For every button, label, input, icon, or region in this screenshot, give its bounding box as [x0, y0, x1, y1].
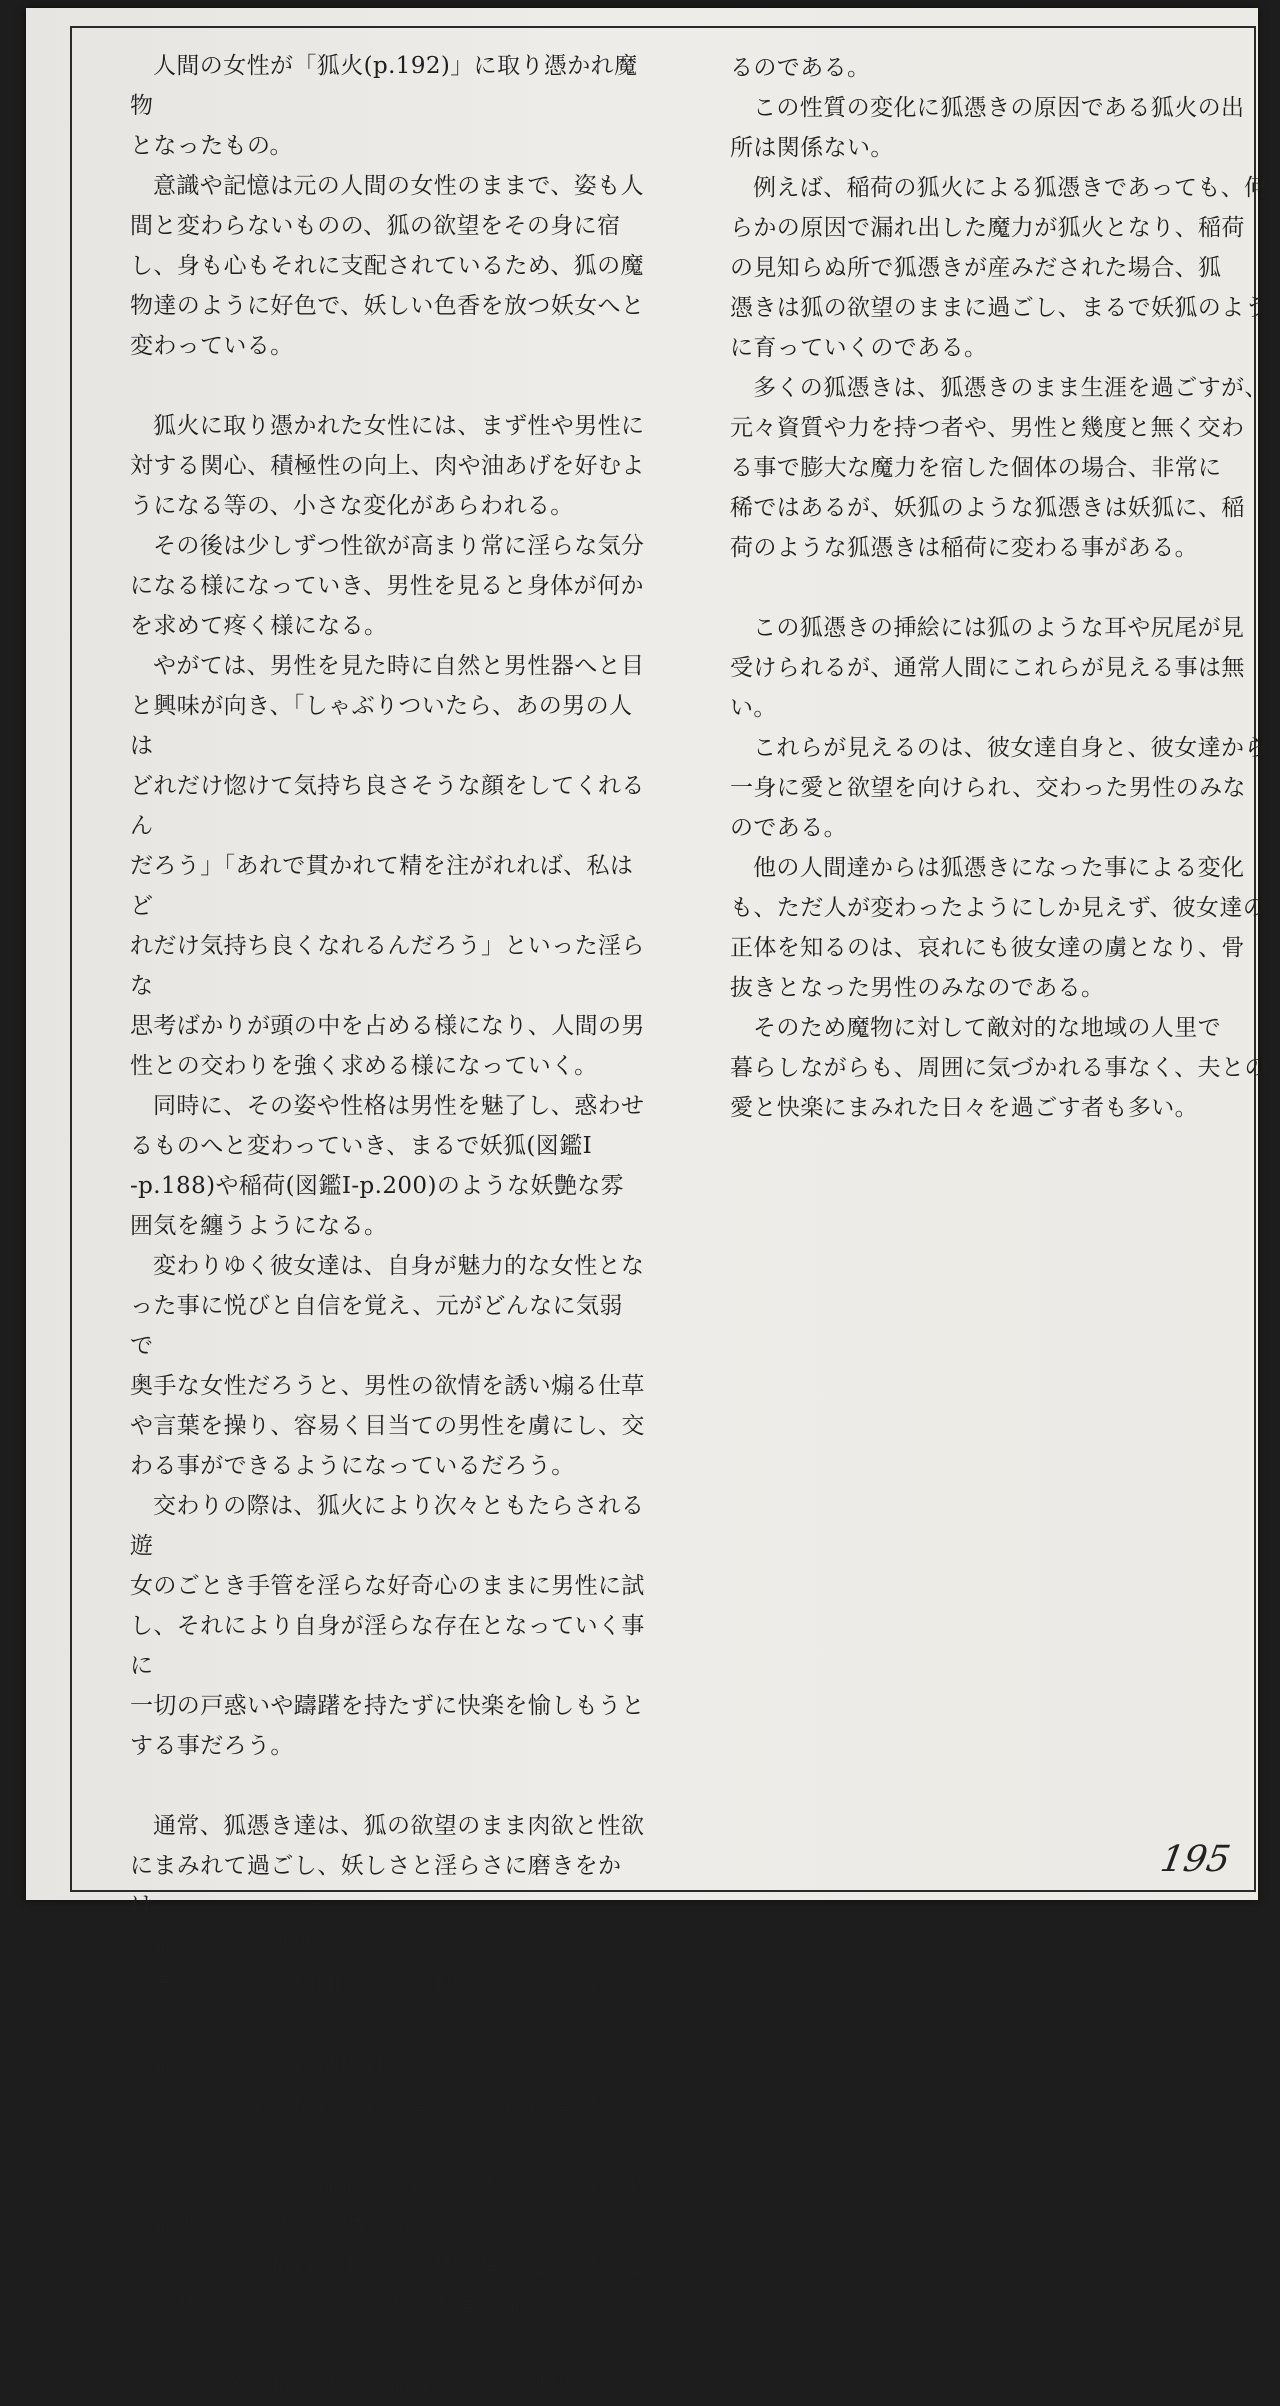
- paragraph: 多くの狐憑きは、狐憑きのまま生涯を過ごすが、 元々資質や力を持つ者や、男性と幾度と無く交わ る事で膨大な魔力を宿した個体の場合、非常に 稀ではあるが、妖狐のような狐憑きは妖狐に、稲 荷のような狐憑きは稲荷に変わる事がある。: [730, 375, 1268, 561]
- paragraph: 例えば、稲荷の狐火による狐憑きであっても、何 らかの原因で漏れ出した魔力が狐火となり、稲荷 の見知らぬ所で狐憑きが産みだされた場合、狐 憑きは狐の欲望のままに過ごし、まるで妖狐のよう に育っていくのである。: [730, 175, 1268, 361]
- page-number: 195: [1157, 1839, 1234, 1880]
- paragraph: 人間の女性が「狐火(p.192)」に取り憑かれ魔物 となったもの。: [130, 53, 638, 159]
- paragraph: 交わりの際は、狐火により次々ともたらされる遊 女のごとき手管を淫らな好奇心のままに男性に試 し、それにより自身が淫らな存在となっていく事に 一切の戸惑いや躊躇を持たずに快楽を愉しもうと する事だろう。: [130, 1493, 645, 1759]
- paragraph: 狐火に取り憑かれた女性には、まず性や男性に 対する関心、積極性の向上、肉や油あげを好むよ うになる等の、小さな変化があらわれる。: [130, 413, 645, 519]
- paragraph: やがては、男性を見た時に自然と男性器へと目 と興味が向き、「しゃぶりついたら、あの男の人は どれだけ惚けて気持ち良さそうな顔をしてくれるん だろう」「あれで貫かれて精を注がれれば、私はど れだけ気持ち良くなれるんだろう」といった淫らな 思考ばかりが頭の中を占める様になり、人間の男 性との交わりを強く求める様になっていく。: [130, 653, 645, 1079]
- paragraph: この性質の変化に狐憑きの原因である狐火の出 所は関係ない。: [730, 95, 1245, 161]
- paragraph: この狐憑きの挿絵には狐のような耳や尻尾が見 受けられるが、通常人間にこれらが見える事は無 い。: [730, 615, 1245, 721]
- paragraph: 通常、狐憑き達は、狐の欲望のまま肉欲と性欲 にまみれて過ごし、妖しさと淫らさに磨きをかけ、 妖狐のような狐憑きとなる。: [130, 1813, 645, 1959]
- paragraph: その一方で、稲荷を神と崇める「稲荷信仰」の巫 女が、神とされる稲荷へと近づくため、稲荷の手 で狐憑きへと変わる場合がある。: [130, 2093, 644, 2239]
- paragraph-gap: [130, 366, 645, 406]
- paragraph: 高位の妖狐の周囲にはこの様な狐憑きが溢れ、 妖狐の産み出す酒池肉林の一部となっている。: [130, 1973, 622, 2079]
- paragraph: その後は少しずつ性欲が高まり常に淫らな気分 になる様になっていき、男性を見ると身体が何か を求めて疼く様になる。: [130, 533, 645, 639]
- paragraph: るのである。: [730, 55, 871, 81]
- paragraph-gap: [130, 1766, 645, 1806]
- paragraph: 他の人間達からは狐憑きになった事による変化 も、ただ人が変わったようにしか見えず、彼女達の 正体を知るのは、哀れにも彼女達の虜となり、骨 抜きとなった男性のみなのである。: [730, 855, 1267, 1001]
- paragraph: この場合、稲荷の手により狐の魔力と欲望が心 身に馴染むよう丁寧な調教と教育が施され、淑女 と娼婦の顔を併せ持った稲荷のような狐憑きとな: [130, 2253, 645, 2399]
- paragraph-gap: [730, 568, 1270, 608]
- right-text-column: [730, 48, 1270, 1128]
- paragraph: 変わりゆく彼女達は、自身が魅力的な女性とな った事に悦びと自信を覚え、元がどんなに気弱で 奥手な女性だろうと、男性の欲情を誘い煽る仕草 や言葉を操り、容易く目当ての男性を虜にし、交 わる事ができるようになっているだろう。: [130, 1253, 645, 1479]
- left-text-column: [130, 46, 645, 2406]
- paragraph: そのため魔物に対して敵対的な地域の人里で 暮らしながらも、周囲に気づかれる事なく、夫との 愛と快楽にまみれた日々を過ごす者も多い。: [730, 1015, 1268, 1121]
- paragraph: これらが見えるのは、彼女達自身と、彼女達から 一身に愛と欲望を向けられ、交わった男性のみな のである。: [730, 735, 1268, 841]
- book-page: [26, 8, 1268, 2399]
- paragraph: 意識や記憶は元の人間の女性のままで、姿も人 間と変わらないものの、狐の欲望をその身に宿 し、身も心もそれに支配されているため、狐の魔 物達のように好色で、妖しい色香を放つ妖女へと 変わっている。: [130, 173, 645, 359]
- paragraph: 同時に、その姿や性格は男性を魅了し、惑わせ るものへと変わっていき、まるで妖狐(図鑑Ⅰ -p.188)や稲荷(図鑑Ⅰ-p.200)のような妖艶な雰 囲気を纏うようになる。: [130, 1093, 645, 1239]
